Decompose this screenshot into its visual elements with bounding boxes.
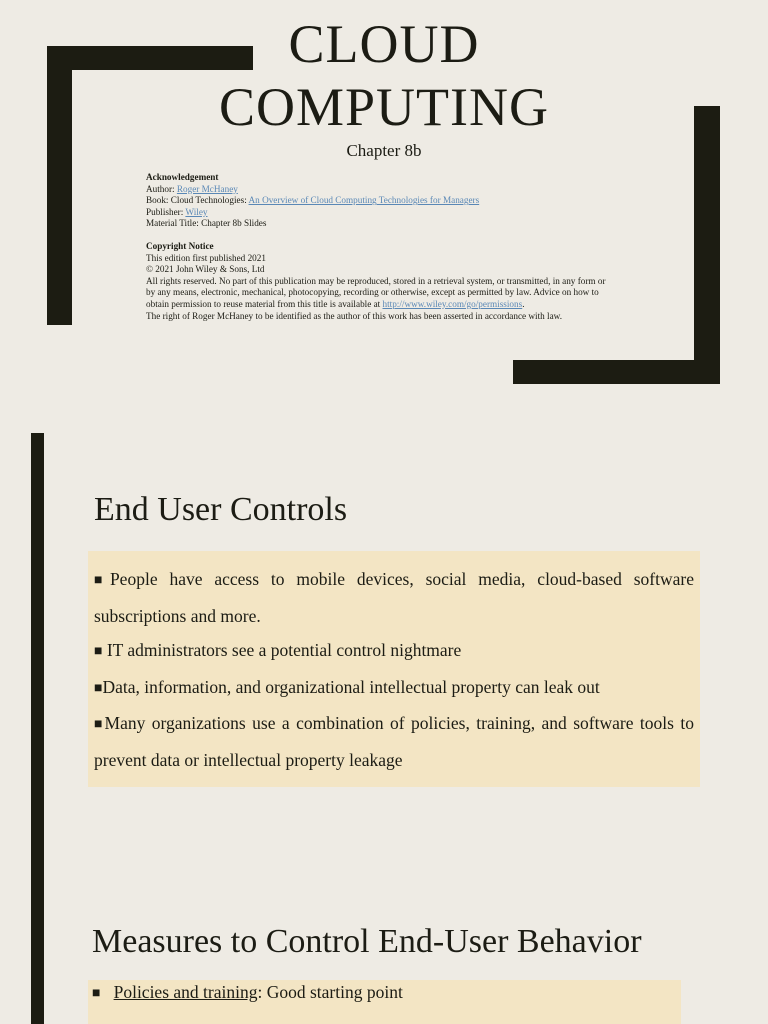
copyright-line-4: by any means, electronic, mechanical, photocopying, recording or otherwise, except as permitted by law. Advice on how to [146,287,599,298]
author-line [146,184,646,196]
title-line-2: COMPUTING [218,77,550,137]
square-bullet-icon: ■ [94,573,110,588]
material-title-line: Material Title: Chapter 8b Slides [146,218,267,229]
bullet-item: ■People have access to mobile devices, social media, cloud-based software subscriptions and more. [94,569,694,626]
content-box [88,980,681,1024]
copyright-line-6: The right of Roger McHaney to be identified as the author of this work has been asserted in accordance with law. [146,310,563,321]
slide-title: Measures to Control End-User Behavior [92,923,642,960]
copyright-line-2: © 2021 John Wiley & Sons, Ltd [146,264,265,275]
author-link[interactable]: Roger McHaney [176,183,238,194]
content-box [88,551,700,787]
frame-corner-bottom-right-horizontal [513,360,720,384]
square-bullet-icon: ■ [94,717,105,732]
chapter-subtitle: Chapter 8b [346,141,422,160]
bullet-item: ■Data, information, and organizational intellectual property can leak out [94,676,600,697]
bullet-item: ■ IT administrators see a potential control nightmare [94,640,462,660]
publisher-line [146,207,646,219]
policies-training-term: Policies and training [113,982,258,1002]
permissions-suffix: . [522,298,525,309]
slide-title: End User Controls [94,491,348,528]
left-accent-bar [31,433,44,865]
book-link[interactable]: An Overview of Cloud Computing Technologies for Managers [248,195,480,206]
copyright-heading: Copyright Notice [146,240,214,251]
square-bullet-icon: ■ [94,680,103,696]
book-line [146,195,646,207]
title-slide [0,0,768,408]
copyright-line-5 [146,299,646,311]
permissions-prefix: obtain permission to reuse material from this title is available at [146,298,383,309]
title-line-1: CLOUD [288,14,480,74]
acknowledgement-block [146,172,646,322]
copyright-line-1: This edition first published 2021 [146,252,266,263]
left-accent-bar [31,865,44,1024]
square-bullet-icon: ■ [94,644,103,659]
publisher-link[interactable]: Wiley [185,206,208,217]
acknowledgement-heading: Acknowledgement [146,172,219,182]
permissions-link[interactable]: http://www.wiley.com/go/permissions [382,298,523,309]
bullet-item: ■Many organizations use a combination of policies, training, and software tools to prevent data or intellectual property leakage [94,713,694,770]
book-label: Book: Cloud Technologies: [146,195,249,206]
square-bullet-icon: ■ [92,986,101,1001]
measures-slide [0,865,768,1024]
bullet-item: ■ Policies and training: Good starting point [92,982,403,1002]
publisher-label: Publisher: [146,206,186,217]
author-label: Author: [146,183,177,194]
copyright-line-3: All rights reserved. No part of this publication may be reproduced, stored in a retrieval system, or transmitted, in any form or [146,275,606,286]
end-user-controls-slide [0,408,768,865]
